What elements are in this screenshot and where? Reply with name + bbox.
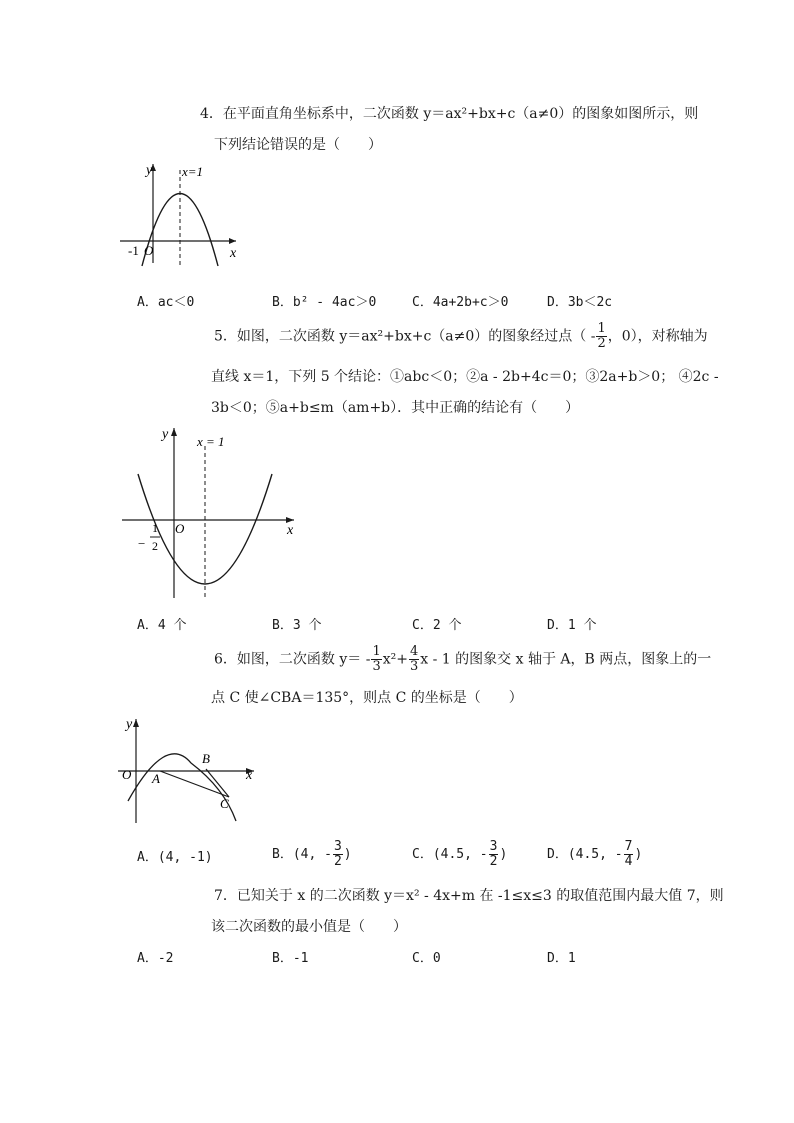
y-axis-arrow xyxy=(171,428,177,436)
y-axis-label: y xyxy=(162,427,169,442)
point-c-label: C xyxy=(220,796,229,811)
half-numerator: 1 xyxy=(152,521,158,535)
neg-one-label: -1 xyxy=(128,243,139,258)
origin-label: O xyxy=(144,243,154,258)
q6-option-a[interactable]: A．(4, -1) xyxy=(137,850,213,865)
q5-graph xyxy=(118,422,303,600)
q7-option-a[interactable]: A．-2 xyxy=(137,951,174,966)
q6-option-b[interactable]: B．(4, - $\frac{3}{2}$ ) xyxy=(272,839,352,869)
q4-option-a[interactable]: A．ac＜0 xyxy=(137,295,195,310)
origin-label: O xyxy=(122,767,132,782)
point-a-label: A xyxy=(152,771,160,786)
q6-option-d[interactable]: D．(4.5, - $\frac{7}{4}$ ) xyxy=(547,839,643,869)
x-axis-label: x xyxy=(287,523,294,538)
q4-stem-line2: 下列结论错误的是（ ） xyxy=(214,137,382,153)
y-axis-label: y xyxy=(126,717,133,732)
q5-stem-line1: 5．如图，二次函数 y＝ax²+bx+c（a≠0）的图象经过点（ - $\frac{1}{2}$ ，0），对称轴为 xyxy=(214,321,708,351)
q6-option-c[interactable]: C．(4.5, - $\frac{3}{2}$ ) xyxy=(412,839,508,869)
q6-graph xyxy=(116,713,261,825)
q7-option-c[interactable]: C．0 xyxy=(412,951,441,966)
q5-option-b[interactable]: B．3 个 xyxy=(272,618,322,633)
symmetry-label: x=1 xyxy=(182,164,204,179)
point-b-label: B xyxy=(202,751,210,766)
x-axis-label: x xyxy=(246,768,253,783)
q7-stem-line2: 该二次函数的最小值是（ ） xyxy=(211,919,407,935)
q5-point-fraction: $\frac{1}{2}$ xyxy=(597,321,606,351)
q6-stem-line2: 点 C 使∠CBA＝135°，则点 C 的坐标是（ ） xyxy=(211,690,523,706)
q6-fraction-2: $\frac{4}{3}$ xyxy=(409,644,419,674)
q4-function: y＝ax²+bx+c（a≠0） xyxy=(423,106,573,122)
q4-option-c[interactable]: C．4a+2b+c＞0 xyxy=(412,295,509,310)
q5-option-a[interactable]: A．4 个 xyxy=(137,618,187,633)
neg-sign: − xyxy=(138,536,146,551)
q5-option-c[interactable]: C．2 个 xyxy=(412,618,462,633)
symmetry-label: x = 1 xyxy=(197,434,225,449)
q5-stem-line3: 3b＜0；⑤a+b≤m（am+b）．其中正确的结论有（ ） xyxy=(211,400,580,416)
q7-option-b[interactable]: B．-1 xyxy=(272,951,309,966)
q7-option-d[interactable]: D．1 xyxy=(547,951,576,966)
y-axis-arrow xyxy=(133,719,139,727)
y-axis-label: y xyxy=(146,163,153,178)
q4-option-b[interactable]: B．b² - 4ac＞0 xyxy=(272,295,377,310)
q4-stem-line1: 4．在平面直角坐标系中，二次函数 y＝ax²+bx+c（a≠0）的图象如图所示，则 xyxy=(200,106,699,122)
x-axis-arrow xyxy=(229,238,236,244)
q5-option-d[interactable]: D．1 个 xyxy=(547,618,597,633)
origin-label: O xyxy=(175,521,185,536)
q6-fraction-1: $\frac{1}{3}$ xyxy=(372,644,381,674)
q4-option-d[interactable]: D．3b＜2c xyxy=(547,295,613,310)
half-denominator: 2 xyxy=(152,539,158,553)
q4-graph xyxy=(118,158,248,268)
q5-stem-line2: 直线 x＝1，下列 5 个结论：①abc＜0；②a - 2b+4c＝0；③2a+b＞0； ④2c - xyxy=(211,369,719,385)
q6-stem-line1: 6．如图，二次函数 y＝ - $\frac{1}{3}$ x²+ $\frac{4}{3}$ x - 1 的图象交 x 轴于 A，B 两点，图象上的一 xyxy=(214,644,712,674)
x-axis-label: x xyxy=(230,246,237,261)
q7-stem-line1: 7．已知关于 x 的二次函数 y＝x² - 4x+m 在 -1≤x≤3 的取值范围内最大值 7，则 xyxy=(214,888,724,904)
